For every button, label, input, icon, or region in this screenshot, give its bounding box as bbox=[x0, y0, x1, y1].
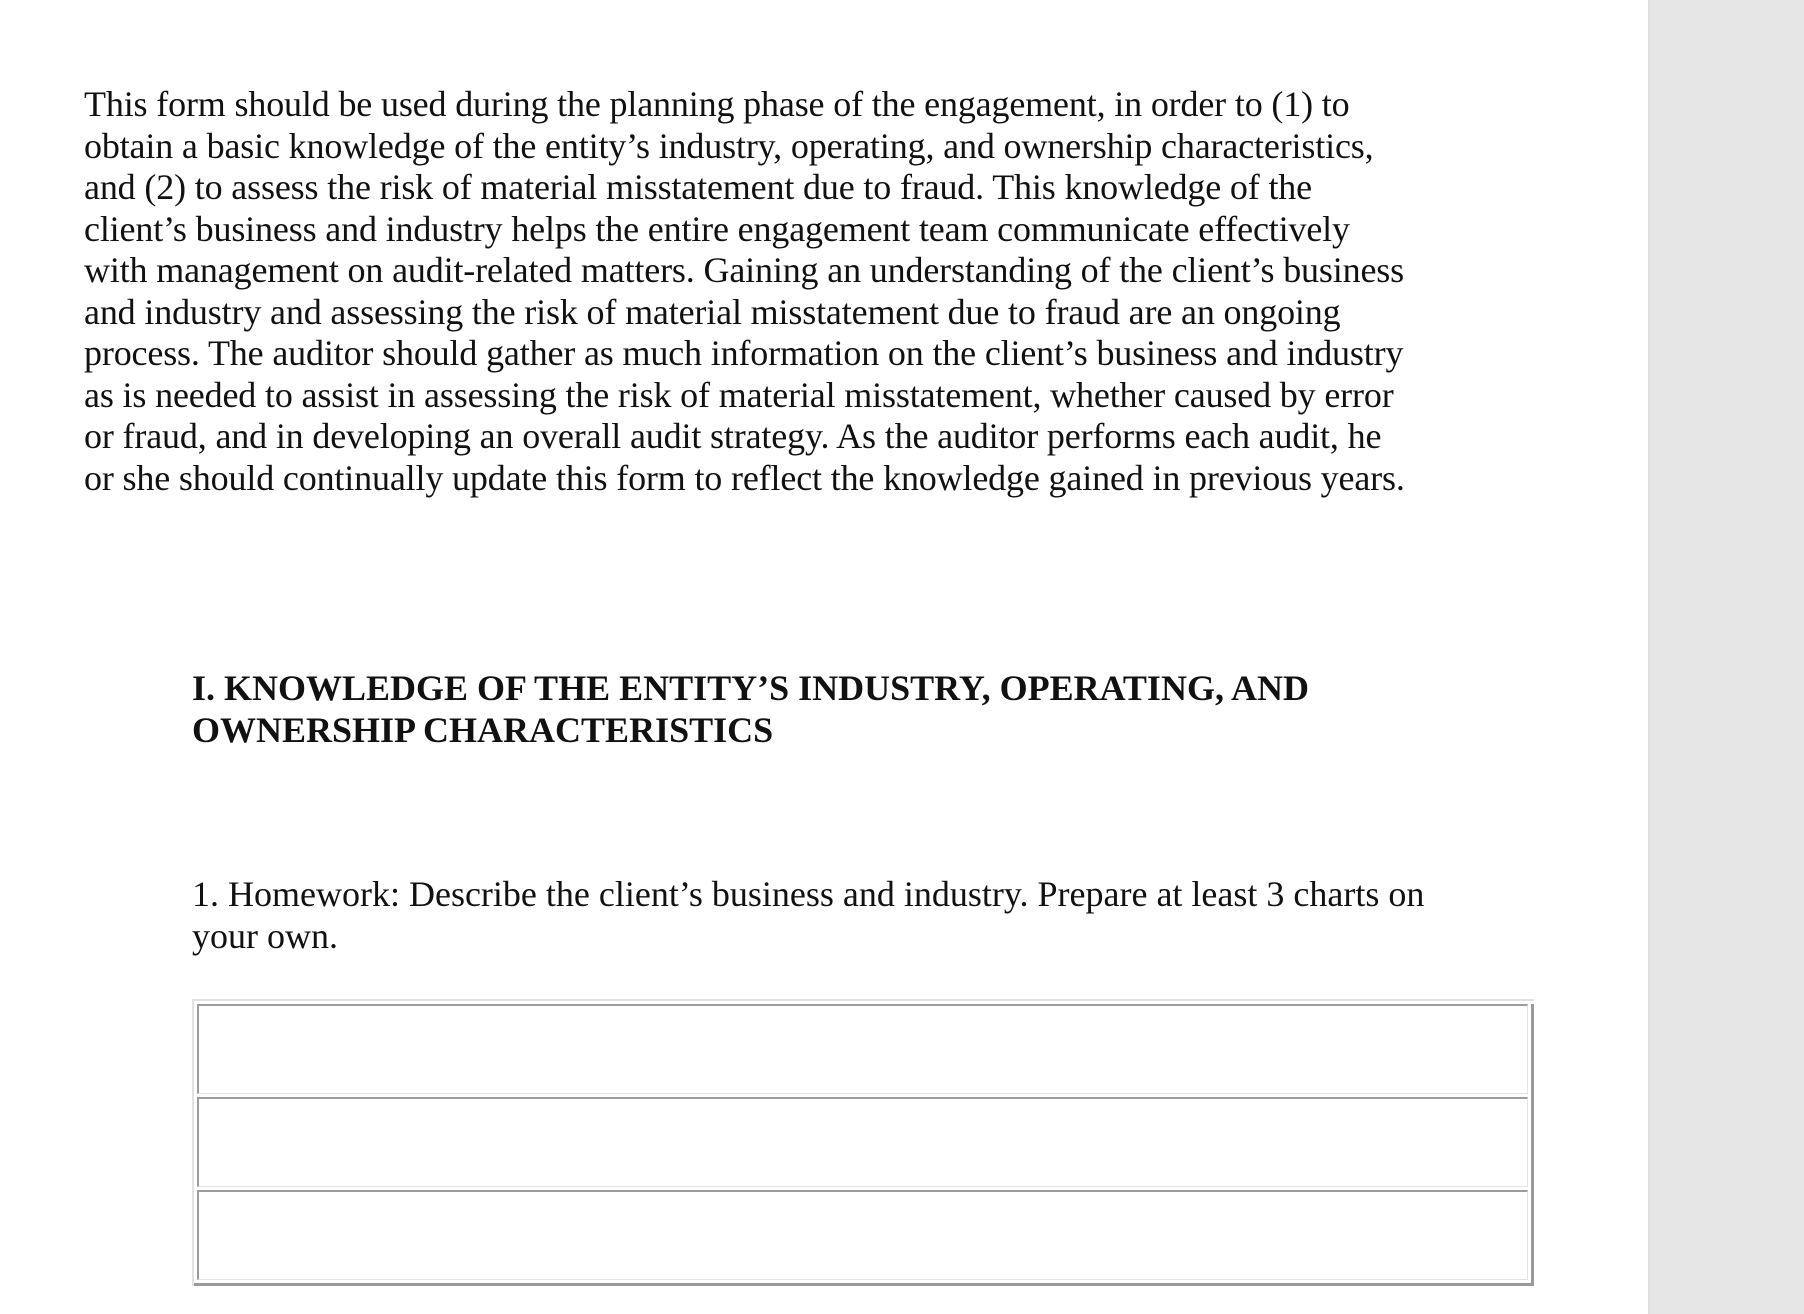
homework-question: 1. Homework: Describe the client’s business and industry. Prepare at least 3 charts on your own. bbox=[192, 874, 1425, 956]
window-side-gutter bbox=[1648, 0, 1804, 1314]
answer-field-3[interactable] bbox=[197, 1190, 1528, 1280]
answer-field-1[interactable] bbox=[197, 1004, 1528, 1094]
intro-paragraph: This form should be used during the planning phase of the engagement, in order to (1) to obtain a basic knowledge of the entity’s industry, operating, and ownership characteristics, and (2) to assess the risk of material misstatement due to fraud. This knowledge of the client’s business and industry helps the entire engagement team communicate effectively with management on audit-related matters. Gaining an understanding of the client’s business and industry and assessing the risk of material misstatement due to fraud are an ongoing process. The auditor should gather as much information on the client’s business and industry as is needed to assist in assessing the risk of material misstatement, whether caused by error or fraud, and in developing an overall audit strategy. As the auditor performs each audit, he or she should continually update this form to reflect the knowledge gained in previous years. bbox=[84, 84, 1405, 498]
answer-field-2[interactable] bbox=[197, 1097, 1528, 1187]
section-heading: I. KNOWLEDGE OF THE ENTITY’S INDUSTRY, OPERATING, AND OWNERSHIP CHARACTERISTICS bbox=[192, 668, 1309, 750]
answer-table bbox=[192, 999, 1534, 1286]
